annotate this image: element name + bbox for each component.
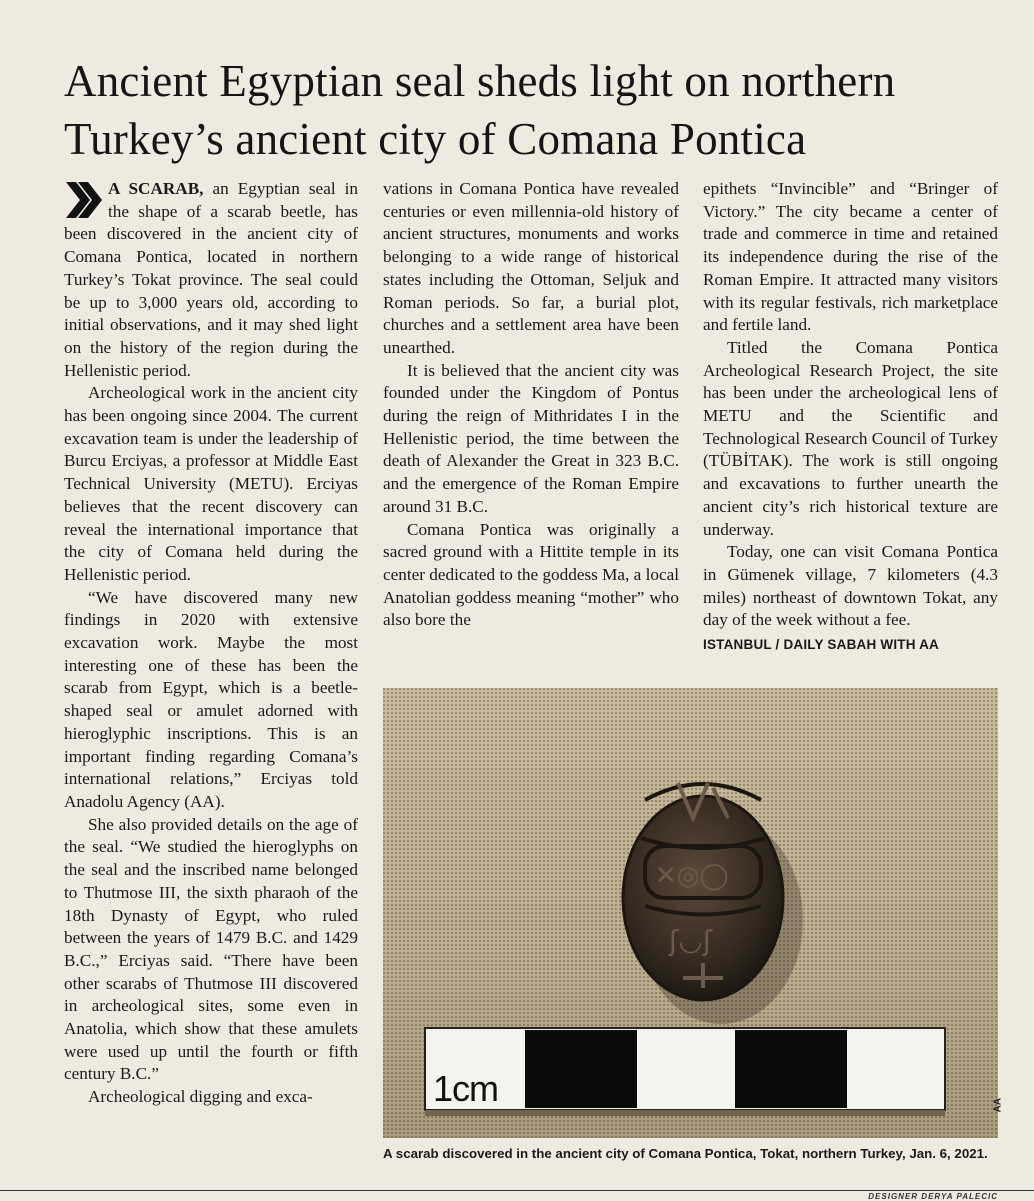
paragraph: Comana Pontica was originally a sacred ground with a Hittite temple in its center dedicated to the goddess Ma, a local Anatolian goddess meaning “mother” who also bore the — [383, 519, 679, 630]
paragraph: She also provided details on the age of the seal. “We studied the hieroglyphs on the seal and the inscribed name belonged to Thutmose III, the sixth pharaoh of the 18th Dynasty of Egypt, who ruled between the years of 1479 B.C. and 1429 B.C.,” Erciyas said. “There have been other scarabs of Thutmose III discovered in archeological sites, some even in Anatolia, which show that these amulets were used up until the fourth or fifth century B.C.” — [64, 814, 358, 1084]
paragraph: It is believed that the ancient city was founded under the Kingdom of Pontus during the reign of Mithridates I in the Hellenistic period, the time between the death of Alexander the Great in 323 B.C. and the emergence of the Roman Empire around 31 B.C. — [383, 360, 679, 516]
paragraph: “We have discovered many new findings in 2020 with extensive excavation work. Maybe the most interesting one of these has been the scarab from Egypt, which is a beetle-shaped seal or amulet adorned with hieroglyphic inscriptions. This is an important finding regarding Comana’s international relations,” Erciyas told Anadolu Agency (AA). — [64, 587, 358, 811]
headline: Ancient Egyptian seal sheds light on northern Turkey’s ancient city of Comana Pontica — [64, 56, 896, 164]
designer-credit: DESIGNER DERYA PALECIC — [868, 1192, 998, 1201]
photo-credit: AA — [992, 1098, 1003, 1113]
svg-text:ʃ◡ʃ: ʃ◡ʃ — [669, 924, 713, 957]
article-column-1 — [64, 178, 358, 1109]
lead-word: A SCARAB, — [108, 179, 204, 198]
article-column-3 — [703, 178, 998, 657]
footer-rule — [0, 1190, 1034, 1191]
article-column-2 — [383, 178, 679, 632]
paragraph: Today, one can visit Comana Pontica in Gümenek village, 7 kilometers (4.3 miles) northeast of downtown Tokat, any day of the week without a fee. — [703, 542, 998, 630]
ruler-label: 1cm — [433, 1068, 499, 1109]
paragraph-text: an Egyptian seal in the shape of a scarab beetle, has been discovered in the ancient city of Comana Pontica, located in northern Turkey’s Tokat province. The seal could be up to 3,000 years old, according to initial observations, and it may shed light on the history of the region during the Hellenistic period. — [64, 179, 358, 380]
paragraph: Archeological digging and exca- — [88, 1087, 313, 1107]
scarab-photo — [383, 688, 1003, 1138]
lead-paragraph — [64, 178, 358, 382]
photo-caption: A scarab discovered in the ancient city of Comana Pontica, Tokat, northern Turkey, Jan. 6, 2021. — [383, 1146, 988, 1161]
paragraph: epithets “Invincible” and “Bringer of Victory.” The city became a center of trade and commerce in time and retained its independence during the rise of the Roman Empire. It attracted many visitors with its regular festivals, rich marketplace and fertile land. — [703, 179, 998, 335]
svg-text:✕◎◯: ✕◎◯ — [655, 861, 729, 891]
byline: ISTANBUL / DAILY SABAH WITH AA — [703, 637, 940, 653]
paragraph: vations in Comana Pontica have revealed centuries or even millennia-old history of ancient structures, monuments and works belonging to a wide range of historical states including the Ottoman, Seljuk and Roman periods. So far, a burial plot, churches and a settlement area have been unearthed. — [383, 179, 679, 357]
paragraph: Titled the Comana Pontica Archeological Research Project, the site has been under the archeological lens of METU and the Scientific and Technological Research Council of Turkey (TÜBİTAK). The work is still ongoing and excavations to further unearth the ancient city’s rich historical texture are underway. — [703, 337, 998, 539]
paragraph: Archeological work in the ancient city has been ongoing since 2004. The current excavation team is under the leadership of Burcu Erciyas, a professor at Middle East Technical University (METU). Erciyas believes that the recent discovery can reveal the international importance that the city of Comana held during the Hellenistic period. — [64, 383, 358, 584]
chevron-right-icon — [64, 180, 102, 220]
